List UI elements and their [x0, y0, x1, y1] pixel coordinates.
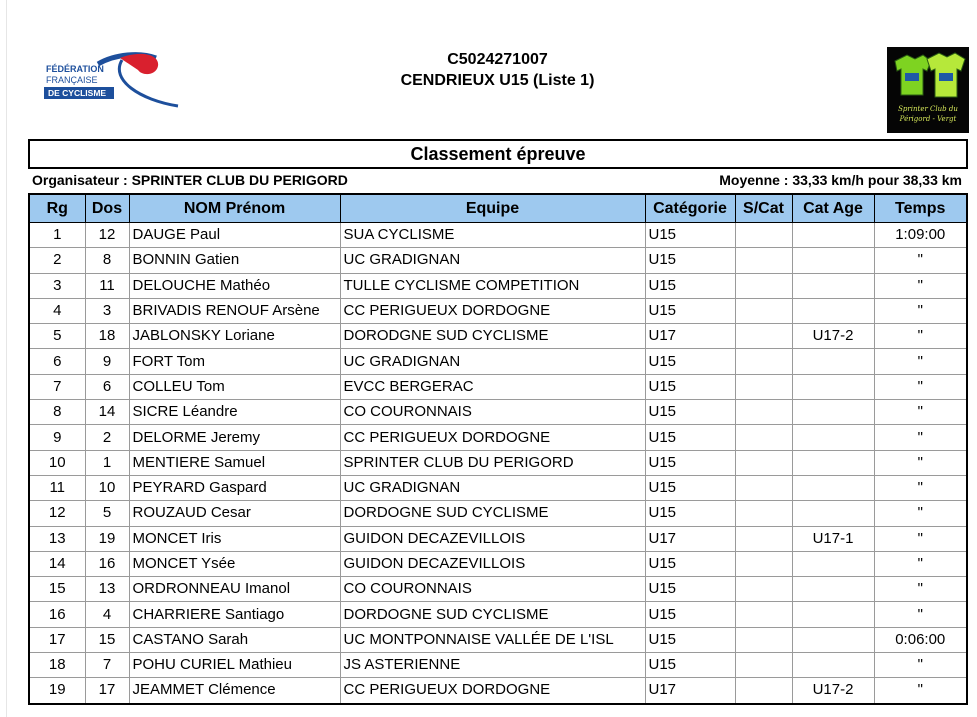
cell-time: ": [874, 273, 967, 298]
cell-bib: 12: [85, 223, 129, 248]
cell-time: ": [874, 526, 967, 551]
cell-rank: 13: [29, 526, 85, 551]
table-row: [29, 678, 967, 704]
cell-age-category: [792, 425, 874, 450]
cell-name: CASTANO Sarah: [129, 627, 340, 652]
cell-name: DELOUCHE Mathéo: [129, 273, 340, 298]
cell-bib: 8: [85, 248, 129, 273]
cell-team: EVCC BERGERAC: [340, 374, 645, 399]
cell-category: U15: [645, 298, 735, 323]
cell-rank: 3: [29, 273, 85, 298]
cell-time: ": [874, 248, 967, 273]
col-time: Temps: [874, 194, 967, 223]
cell-time: ": [874, 475, 967, 500]
cell-subcategory: [735, 602, 792, 627]
cell-bib: 6: [85, 374, 129, 399]
cell-subcategory: [735, 577, 792, 602]
cell-age-category: U17-2: [792, 678, 874, 704]
cell-rank: 15: [29, 577, 85, 602]
cell-category: U15: [645, 450, 735, 475]
cell-time: ": [874, 425, 967, 450]
cell-rank: 1: [29, 223, 85, 248]
cell-bib: 7: [85, 653, 129, 678]
jersey-icon: [887, 47, 969, 133]
col-name: NOM Prénom: [129, 194, 340, 223]
cell-category: U15: [645, 425, 735, 450]
cell-category: U15: [645, 349, 735, 374]
cell-team: UC GRADIGNAN: [340, 349, 645, 374]
cell-age-category: [792, 248, 874, 273]
club-logo-line2: Périgord - Vergt: [899, 115, 957, 123]
page-edge: [6, 0, 7, 717]
cell-time: ": [874, 374, 967, 399]
cell-category: U15: [645, 653, 735, 678]
cell-category: U15: [645, 400, 735, 425]
cell-rank: 6: [29, 349, 85, 374]
cell-name: MENTIERE Samuel: [129, 450, 340, 475]
cell-name: CHARRIERE Santiago: [129, 602, 340, 627]
cell-category: U15: [645, 248, 735, 273]
cell-name: FORT Tom: [129, 349, 340, 374]
cell-team: SUA CYCLISME: [340, 223, 645, 248]
cell-age-category: [792, 577, 874, 602]
cell-age-category: [792, 627, 874, 652]
cell-name: DAUGE Paul: [129, 223, 340, 248]
cell-name: PEYRARD Gaspard: [129, 475, 340, 500]
cell-category: U15: [645, 602, 735, 627]
cell-subcategory: [735, 678, 792, 704]
cell-team: SPRINTER CLUB DU PERIGORD: [340, 450, 645, 475]
table-row: [29, 501, 967, 526]
cell-age-category: [792, 551, 874, 576]
cell-bib: 17: [85, 678, 129, 704]
cell-subcategory: [735, 450, 792, 475]
cell-subcategory: [735, 374, 792, 399]
cell-subcategory: [735, 248, 792, 273]
cell-team: GUIDON DECAZEVILLOIS: [340, 526, 645, 551]
table-row: [29, 627, 967, 652]
cell-bib: 2: [85, 425, 129, 450]
cell-time: ": [874, 551, 967, 576]
table-row: [29, 400, 967, 425]
cell-age-category: [792, 475, 874, 500]
cell-rank: 11: [29, 475, 85, 500]
cell-name: POHU CURIEL Mathieu: [129, 653, 340, 678]
cell-bib: 19: [85, 526, 129, 551]
cell-rank: 10: [29, 450, 85, 475]
table-row: [29, 349, 967, 374]
cell-bib: 13: [85, 577, 129, 602]
cell-rank: 17: [29, 627, 85, 652]
col-age-category: Cat Age: [792, 194, 874, 223]
cell-time: ": [874, 678, 967, 704]
table-row: [29, 374, 967, 399]
table-row: [29, 450, 967, 475]
cell-name: JEAMMET Clémence: [129, 678, 340, 704]
cell-name: COLLEU Tom: [129, 374, 340, 399]
average-speed: Moyenne : 33,33 km/h pour 38,33 km: [719, 172, 962, 188]
cell-team: JS ASTERIENNE: [340, 653, 645, 678]
cell-team: UC MONTPONNAISE VALLÉE DE L'ISL: [340, 627, 645, 652]
cell-time: ": [874, 602, 967, 627]
cell-team: TULLE CYCLISME COMPETITION: [340, 273, 645, 298]
table-row: [29, 324, 967, 349]
race-header: [340, 50, 655, 92]
table-header-row: [29, 194, 967, 223]
col-team: Equipe: [340, 194, 645, 223]
col-rank: Rg: [29, 194, 85, 223]
cell-category: U17: [645, 324, 735, 349]
cell-time: ": [874, 400, 967, 425]
cell-rank: 9: [29, 425, 85, 450]
table-row: [29, 248, 967, 273]
cell-category: U17: [645, 526, 735, 551]
cell-team: DORODGNE SUD CYCLISME: [340, 324, 645, 349]
table-row: [29, 577, 967, 602]
cell-bib: 4: [85, 602, 129, 627]
cell-category: U15: [645, 475, 735, 500]
cell-category: U15: [645, 627, 735, 652]
cell-bib: 10: [85, 475, 129, 500]
cell-subcategory: [735, 273, 792, 298]
table-row: [29, 223, 967, 248]
cell-category: U15: [645, 501, 735, 526]
cell-name: JABLONSKY Loriane: [129, 324, 340, 349]
col-category: Catégorie: [645, 194, 735, 223]
cell-time: ": [874, 501, 967, 526]
ffc-logo: [40, 50, 185, 115]
cell-subcategory: [735, 324, 792, 349]
cell-age-category: [792, 602, 874, 627]
cell-name: BRIVADIS RENOUF Arsène: [129, 298, 340, 323]
organiser-label: Organisateur : SPRINTER CLUB DU PERIGORD: [32, 172, 348, 188]
table-row: [29, 653, 967, 678]
cell-category: U15: [645, 551, 735, 576]
cell-category: U15: [645, 223, 735, 248]
ffc-logo-icon: [40, 50, 185, 115]
cell-time: ": [874, 349, 967, 374]
col-subcategory: S/Cat: [735, 194, 792, 223]
cell-age-category: [792, 653, 874, 678]
cell-team: CC PERIGUEUX DORDOGNE: [340, 678, 645, 704]
table-row: [29, 602, 967, 627]
cell-team: DORDOGNE SUD CYCLISME: [340, 602, 645, 627]
cell-category: U15: [645, 374, 735, 399]
cell-team: DORDOGNE SUD CYCLISME: [340, 501, 645, 526]
cell-name: ROUZAUD Cesar: [129, 501, 340, 526]
cell-age-category: [792, 298, 874, 323]
club-logo-line1: Sprinter Club du: [898, 105, 958, 113]
cell-age-category: [792, 374, 874, 399]
table-row: [29, 526, 967, 551]
table-row: [29, 551, 967, 576]
cell-bib: 11: [85, 273, 129, 298]
cell-team: UC GRADIGNAN: [340, 475, 645, 500]
cell-team: CO COURONNAIS: [340, 400, 645, 425]
cell-age-category: [792, 273, 874, 298]
cell-rank: 19: [29, 678, 85, 704]
cell-rank: 14: [29, 551, 85, 576]
cell-rank: 16: [29, 602, 85, 627]
cell-team: CC PERIGUEUX DORDOGNE: [340, 425, 645, 450]
cell-team: CC PERIGUEUX DORDOGNE: [340, 298, 645, 323]
cell-bib: 9: [85, 349, 129, 374]
cell-subcategory: [735, 526, 792, 551]
cell-time: ": [874, 298, 967, 323]
cell-subcategory: [735, 425, 792, 450]
race-code: C5024271007: [447, 51, 548, 68]
cell-subcategory: [735, 223, 792, 248]
cell-category: U17: [645, 678, 735, 704]
cell-name: MONCET Iris: [129, 526, 340, 551]
cell-team: CO COURONNAIS: [340, 577, 645, 602]
cell-rank: 8: [29, 400, 85, 425]
cell-time: 1:09:00: [874, 223, 967, 248]
cell-subcategory: [735, 627, 792, 652]
cell-subcategory: [735, 298, 792, 323]
cell-rank: 18: [29, 653, 85, 678]
cell-time: ": [874, 577, 967, 602]
cell-category: U15: [645, 577, 735, 602]
cell-age-category: U17-1: [792, 526, 874, 551]
race-name: CENDRIEUX U15 (Liste 1): [400, 72, 595, 89]
cell-name: MONCET Ysée: [129, 551, 340, 576]
cell-subcategory: [735, 501, 792, 526]
ranking-title: Classement épreuve: [28, 139, 968, 169]
event-info: [32, 172, 962, 190]
cell-age-category: [792, 400, 874, 425]
cell-rank: 7: [29, 374, 85, 399]
cell-age-category: [792, 349, 874, 374]
cell-bib: 16: [85, 551, 129, 576]
ffc-logo-line3: DE CYCLISME: [48, 88, 107, 98]
cell-name: BONNIN Gatien: [129, 248, 340, 273]
cell-team: GUIDON DECAZEVILLOIS: [340, 551, 645, 576]
cell-age-category: [792, 501, 874, 526]
cell-time: 0:06:00: [874, 627, 967, 652]
cell-team: UC GRADIGNAN: [340, 248, 645, 273]
cell-category: U15: [645, 273, 735, 298]
cell-subcategory: [735, 475, 792, 500]
club-logo: [887, 47, 969, 133]
col-bib: Dos: [85, 194, 129, 223]
cell-bib: 15: [85, 627, 129, 652]
cell-subcategory: [735, 349, 792, 374]
cell-subcategory: [735, 653, 792, 678]
cell-rank: 12: [29, 501, 85, 526]
cell-age-category: [792, 223, 874, 248]
table-row: [29, 298, 967, 323]
cell-age-category: [792, 450, 874, 475]
cell-bib: 18: [85, 324, 129, 349]
cell-time: ": [874, 324, 967, 349]
cell-age-category: U17-2: [792, 324, 874, 349]
results-table: [28, 193, 968, 705]
table-row: [29, 475, 967, 500]
cell-name: SICRE Léandre: [129, 400, 340, 425]
cell-subcategory: [735, 551, 792, 576]
cell-time: ": [874, 653, 967, 678]
cell-rank: 2: [29, 248, 85, 273]
ffc-logo-line1: FÉDÉRATION: [46, 64, 104, 74]
cell-rank: 5: [29, 324, 85, 349]
ffc-logo-line2: FRANÇAISE: [46, 75, 98, 85]
cell-time: ": [874, 450, 967, 475]
cell-rank: 4: [29, 298, 85, 323]
cell-name: DELORME Jeremy: [129, 425, 340, 450]
cell-subcategory: [735, 400, 792, 425]
cell-bib: 3: [85, 298, 129, 323]
table-row: [29, 425, 967, 450]
cell-bib: 5: [85, 501, 129, 526]
table-row: [29, 273, 967, 298]
cell-bib: 1: [85, 450, 129, 475]
cell-bib: 14: [85, 400, 129, 425]
cell-name: ORDRONNEAU Imanol: [129, 577, 340, 602]
